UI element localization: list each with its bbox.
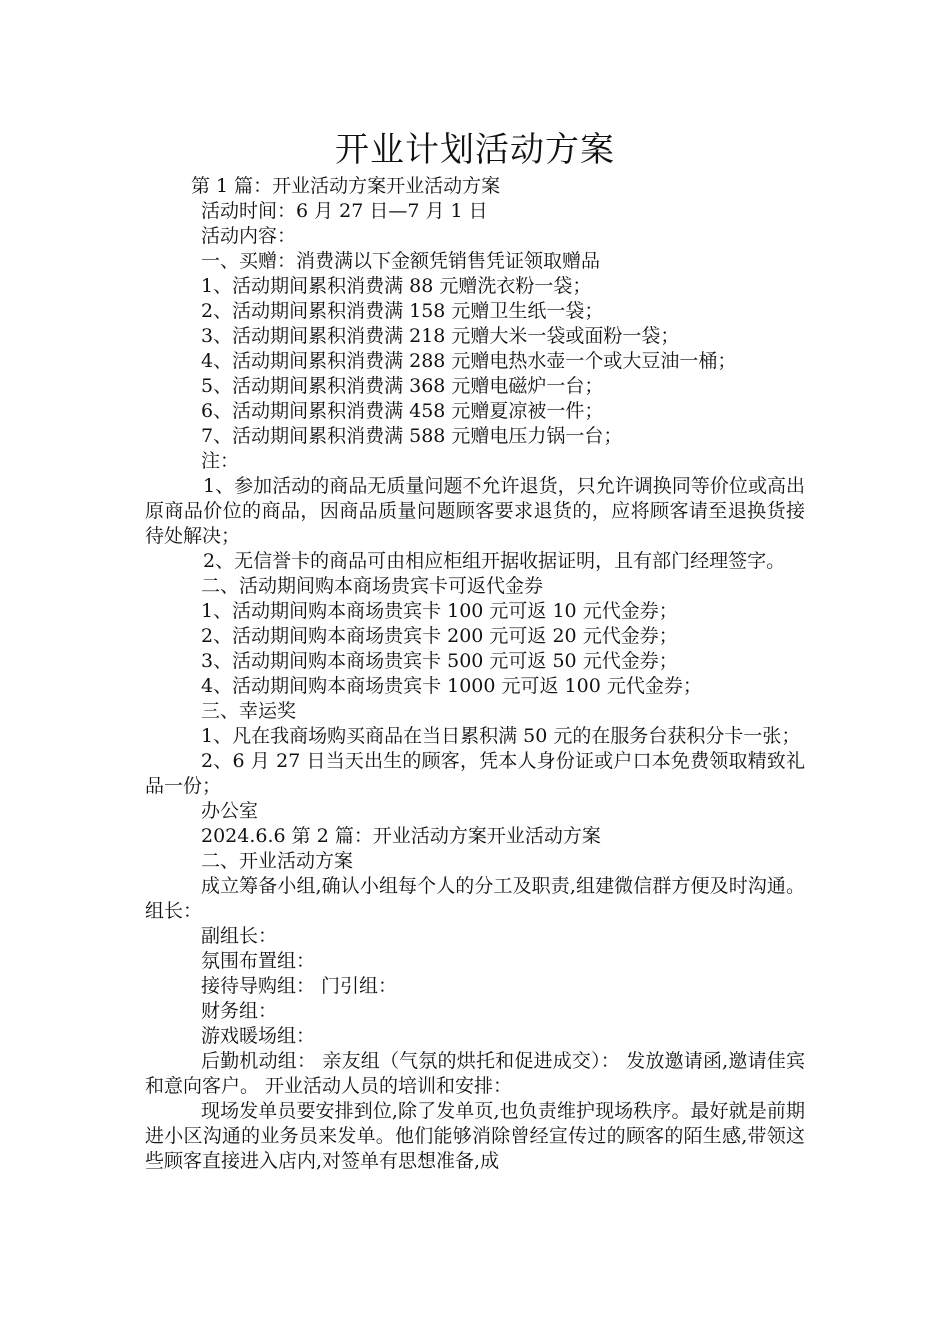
- activity-time: 活动时间：6 月 27 日—7 月 1 日: [201, 200, 488, 222]
- paragraph: 1、凡在我商场购买商品在当日累积满 50 元的在服务台获积分卡一张；: [201, 725, 801, 747]
- list-item: 3、活动期间累积消费满 218 元赠大米一袋或面粉一袋；: [201, 325, 680, 347]
- list-item: 1、活动期间累积消费满 88 元赠洗衣粉一袋；: [201, 275, 592, 297]
- paragraph: 后勤机动组： 亲友组（气氛的烘托和促进成交）： 发放邀请函,邀请佳宾和意向客户。 开业活动人员的培训和安排：: [145, 1050, 805, 1097]
- section-heading: 二、活动期间购本商场贵宾卡可返代金券: [201, 575, 544, 597]
- list-item: 7、活动期间累积消费满 588 元赠电压力锅一台；: [201, 425, 623, 447]
- section-heading: 一、买赠：消费满以下金额凭销售凭证领取赠品: [201, 250, 601, 272]
- note-label: 注：: [201, 450, 240, 472]
- paragraph: 成立筹备小组,确认小组每个人的分工及职责,组建微信群方便及时沟通。 组长：: [145, 875, 805, 922]
- chapter-heading: 2024.6.6 第 2 篇：开业活动方案开业活动方案: [201, 825, 601, 847]
- list-item: 4、活动期间累积消费满 288 元赠电热水壶一个或大豆油一桶；: [201, 350, 737, 372]
- chapter-heading: 第 1 篇：开业活动方案开业活动方案: [191, 175, 501, 197]
- list-item: 6、活动期间累积消费满 458 元赠夏凉被一件；: [201, 400, 604, 422]
- office-signature: 办公室: [201, 800, 259, 822]
- activity-content-label: 活动内容：: [201, 225, 297, 247]
- list-item: 5、活动期间累积消费满 368 元赠电磁炉一台；: [201, 375, 604, 397]
- group-role: 氛围布置组：: [201, 950, 316, 972]
- list-item: 1、活动期间购本商场贵宾卡 100 元可返 10 元代金券；: [201, 600, 678, 622]
- note-paragraph: 2、无信誉卡的商品可由相应柜组开据收据证明，且有部门经理签字。: [203, 550, 786, 572]
- group-role: 接待导购组： 门引组：: [201, 975, 398, 997]
- group-role: 财务组：: [201, 1000, 278, 1022]
- section-heading: 三、幸运奖: [201, 700, 297, 722]
- list-item: 2、活动期间购本商场贵宾卡 200 元可返 20 元代金券；: [201, 625, 678, 647]
- paragraph: 现场发单员要安排到位,除了发单页,也负责维护现场秩序。最好就是前期进小区沟通的业务员来发单。他们能够消除曾经宣传过的顾客的陌生感,带领这些顾客直接进入店内,对签单有思想准备,成: [145, 1100, 805, 1172]
- list-item: 3、活动期间购本商场贵宾卡 500 元可返 50 元代金券；: [201, 650, 678, 672]
- document-title: 开业计划活动方案: [335, 130, 615, 170]
- list-item: 2、活动期间累积消费满 158 元赠卫生纸一袋；: [201, 300, 604, 322]
- list-item: 4、活动期间购本商场贵宾卡 1000 元可返 100 元代金券；: [201, 675, 702, 697]
- group-role: 副组长：: [201, 925, 278, 947]
- paragraph: 2、6 月 27 日当天出生的顾客，凭本人身份证或户口本免费领取精致礼品一份；: [145, 750, 805, 797]
- group-role: 游戏暖场组：: [201, 1025, 316, 1047]
- section-heading: 二、开业活动方案: [201, 850, 354, 872]
- document-body: [145, 174, 805, 1174]
- note-paragraph: 1、参加活动的商品无质量问题不允许退货，只允许调换同等价位或高出原商品价位的商品，因商品质量问题顾客要求退货的，应将顾客请至退换货接待处解决；: [145, 475, 805, 547]
